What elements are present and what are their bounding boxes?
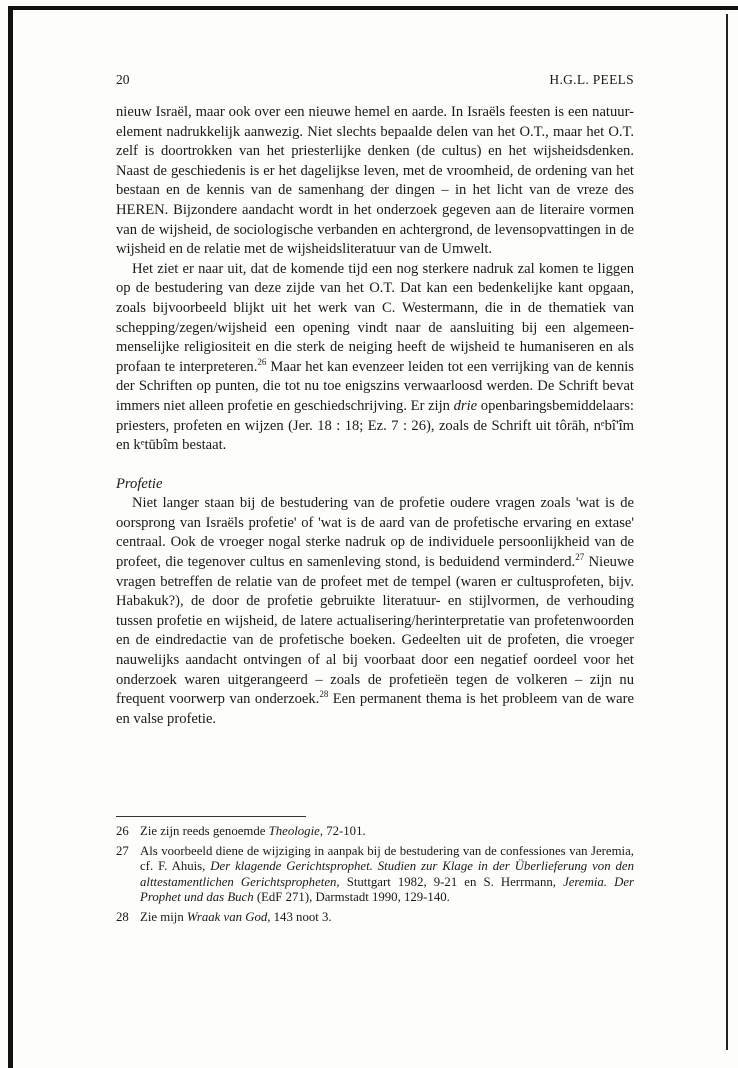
page-number: 20 [116,72,130,87]
footnotes [116,824,634,930]
footnote-text: Als voorbeeld diene de wijziging in aanpak bij de bestudering van de confessiones van Jeremia, cf. F. Ahuis, [140,844,634,874]
paragraph-2-emphasis: drie [453,397,478,414]
paragraph-2-text-a: Het ziet er naar uit, dat de komende tijd een nog sterkere nadruk zal komen te liggen op de bestudering van deze zijde van het O.T. Dat kan een bedenkelijke kant opgaan, zoals bijvoorbeeld blijkt uit het werk van C. Westermann, die in de thematiek van schepping/zegen/wijsheid een opening vindt naar de aansluiting bij een algemeen-menselijke religiositeit en die sterk de neiging heeft de wijsheid te humaniseren en als profaan te interpreteren. [116,260,634,375]
scan-edge-right [726,14,728,1050]
paragraph-3 [116,494,634,729]
footnote-text: , 72-101. [319,824,366,838]
footnote-title: Der klagende Gerichtsprophet. Studien zur Klage in der Überlieferung von den alttestamentlichen Gerichtspropheten [140,859,634,889]
paragraph-2-text-b: Maar het kan evenzeer leiden tot een verrijking van de kennis der Schriften op punten, die tot nu toe enigszins verwaarloosd werden. De Schrift bevat immers niet alleen profetie en geschiedschrijving. Er zijn [116,358,634,414]
footnote-28 [116,910,634,925]
footnote-text: (EdF 271), Darmstadt 1990, 129-140. [253,889,450,904]
footnote-text: , 143 noot 3. [267,910,332,925]
footnote-text: Zie zijn reeds genoemde [140,824,269,838]
footnote-text: , Stuttgart 1982, 9-21 en S. Herrmann, [336,874,564,889]
footnote-number: 26 [116,824,129,838]
footnote-26 [116,824,634,839]
running-head-author: H.G.L. PEELS [549,72,634,87]
body-text [116,103,634,729]
footnote-separator [116,816,306,817]
footnote-title: Theologie [268,824,320,838]
footnote-title: Jeremia. Der Prophet und das Buch [140,874,634,904]
paragraph-2-text-c: openbaringsbemiddelaars: priesters, profeten en wijzen (Jer. 18 : 18; Ez. 7 : 26), zoals de Schrift uit tôrāh, nᵉbî'îm en kᵉtūbîm bestaat. [116,397,634,454]
footnote-number: 27 [116,844,129,859]
paragraph-1: nieuw Israël, maar ook over een nieuwe hemel en aarde. In Israëls feesten is een natuur-element nadrukkelijk aanwezig. Niet slechts bepaalde delen van het O.T., maar het O.T. zelf is doortrokken van het priesterlijke denken (de cultus) en het wijsheidsdenken. Naast de geschiedenis is er het dagelijkse leven, met de vroomheid, de ordening van het bestaan en de kennis van de samenhang der dingen – in het licht van de vreze des HEREN. Bijzondere aandacht wordt in het onderzoek gegeven aan de literaire vormen van de wijsheid, de sociologische verbanden en achtergrond, de levensopvattingen in de wijsheid en de relatie met de wijsheidsliteratuur van de Umwelt. [116,104,634,258]
section-heading-profetie: Profetie [116,475,163,492]
footnote-ref-26[interactable]: 26 [257,356,267,367]
paragraph-3-text-c: Een permanent thema is het probleem van de ware en valse profetie. [116,691,634,727]
footnote-27 [116,844,634,905]
scan-edge-top [8,6,738,10]
scan-edge-left [8,6,13,1068]
paragraph-3-text-b: Nieuwe vragen betreffen de relatie van de profeet met de tempel (waren er cultusprofeten, bijv. Habakuk?), de door de profetie gebruikte literatuur- en stijlvormen, de verhouding tussen profetie en wijsheid, de latere actualisering/herinterpretatie van profetenwoorden en de eindredactie van de profetische boeken. Gedeelten uit de profeten, die vroeger nauwelijks aandacht ontvingen of al bij voorbaat door een negatief oordeel voor het onderzoek waren uitgerangeerd – zoals de profetieën tegen de volkeren – zijn nu frequent voorwerp van onderzoek. [116,554,634,708]
paragraph-2 [116,260,634,456]
running-header [116,72,634,90]
footnote-text: Zie mijn [140,910,187,925]
footnote-number: 28 [116,910,129,925]
footnote-ref-27[interactable]: 27 [575,552,585,563]
footnote-ref-28[interactable]: 28 [319,689,329,700]
paragraph-3-text-a: Niet langer staan bij de bestudering van de profetie oudere vragen zoals 'wat is de oorsprong van Israëls profetie' of 'wat is de aard van de profetische ervaring en extase' centraal. Ook de vroeger nogal sterke nadruk op de individuele persoonlijkheid van de profeet, die tegenover cultus en samenleving stond, is beduidend verminderd. [116,495,634,571]
footnote-title: Wraak van God [186,910,268,925]
